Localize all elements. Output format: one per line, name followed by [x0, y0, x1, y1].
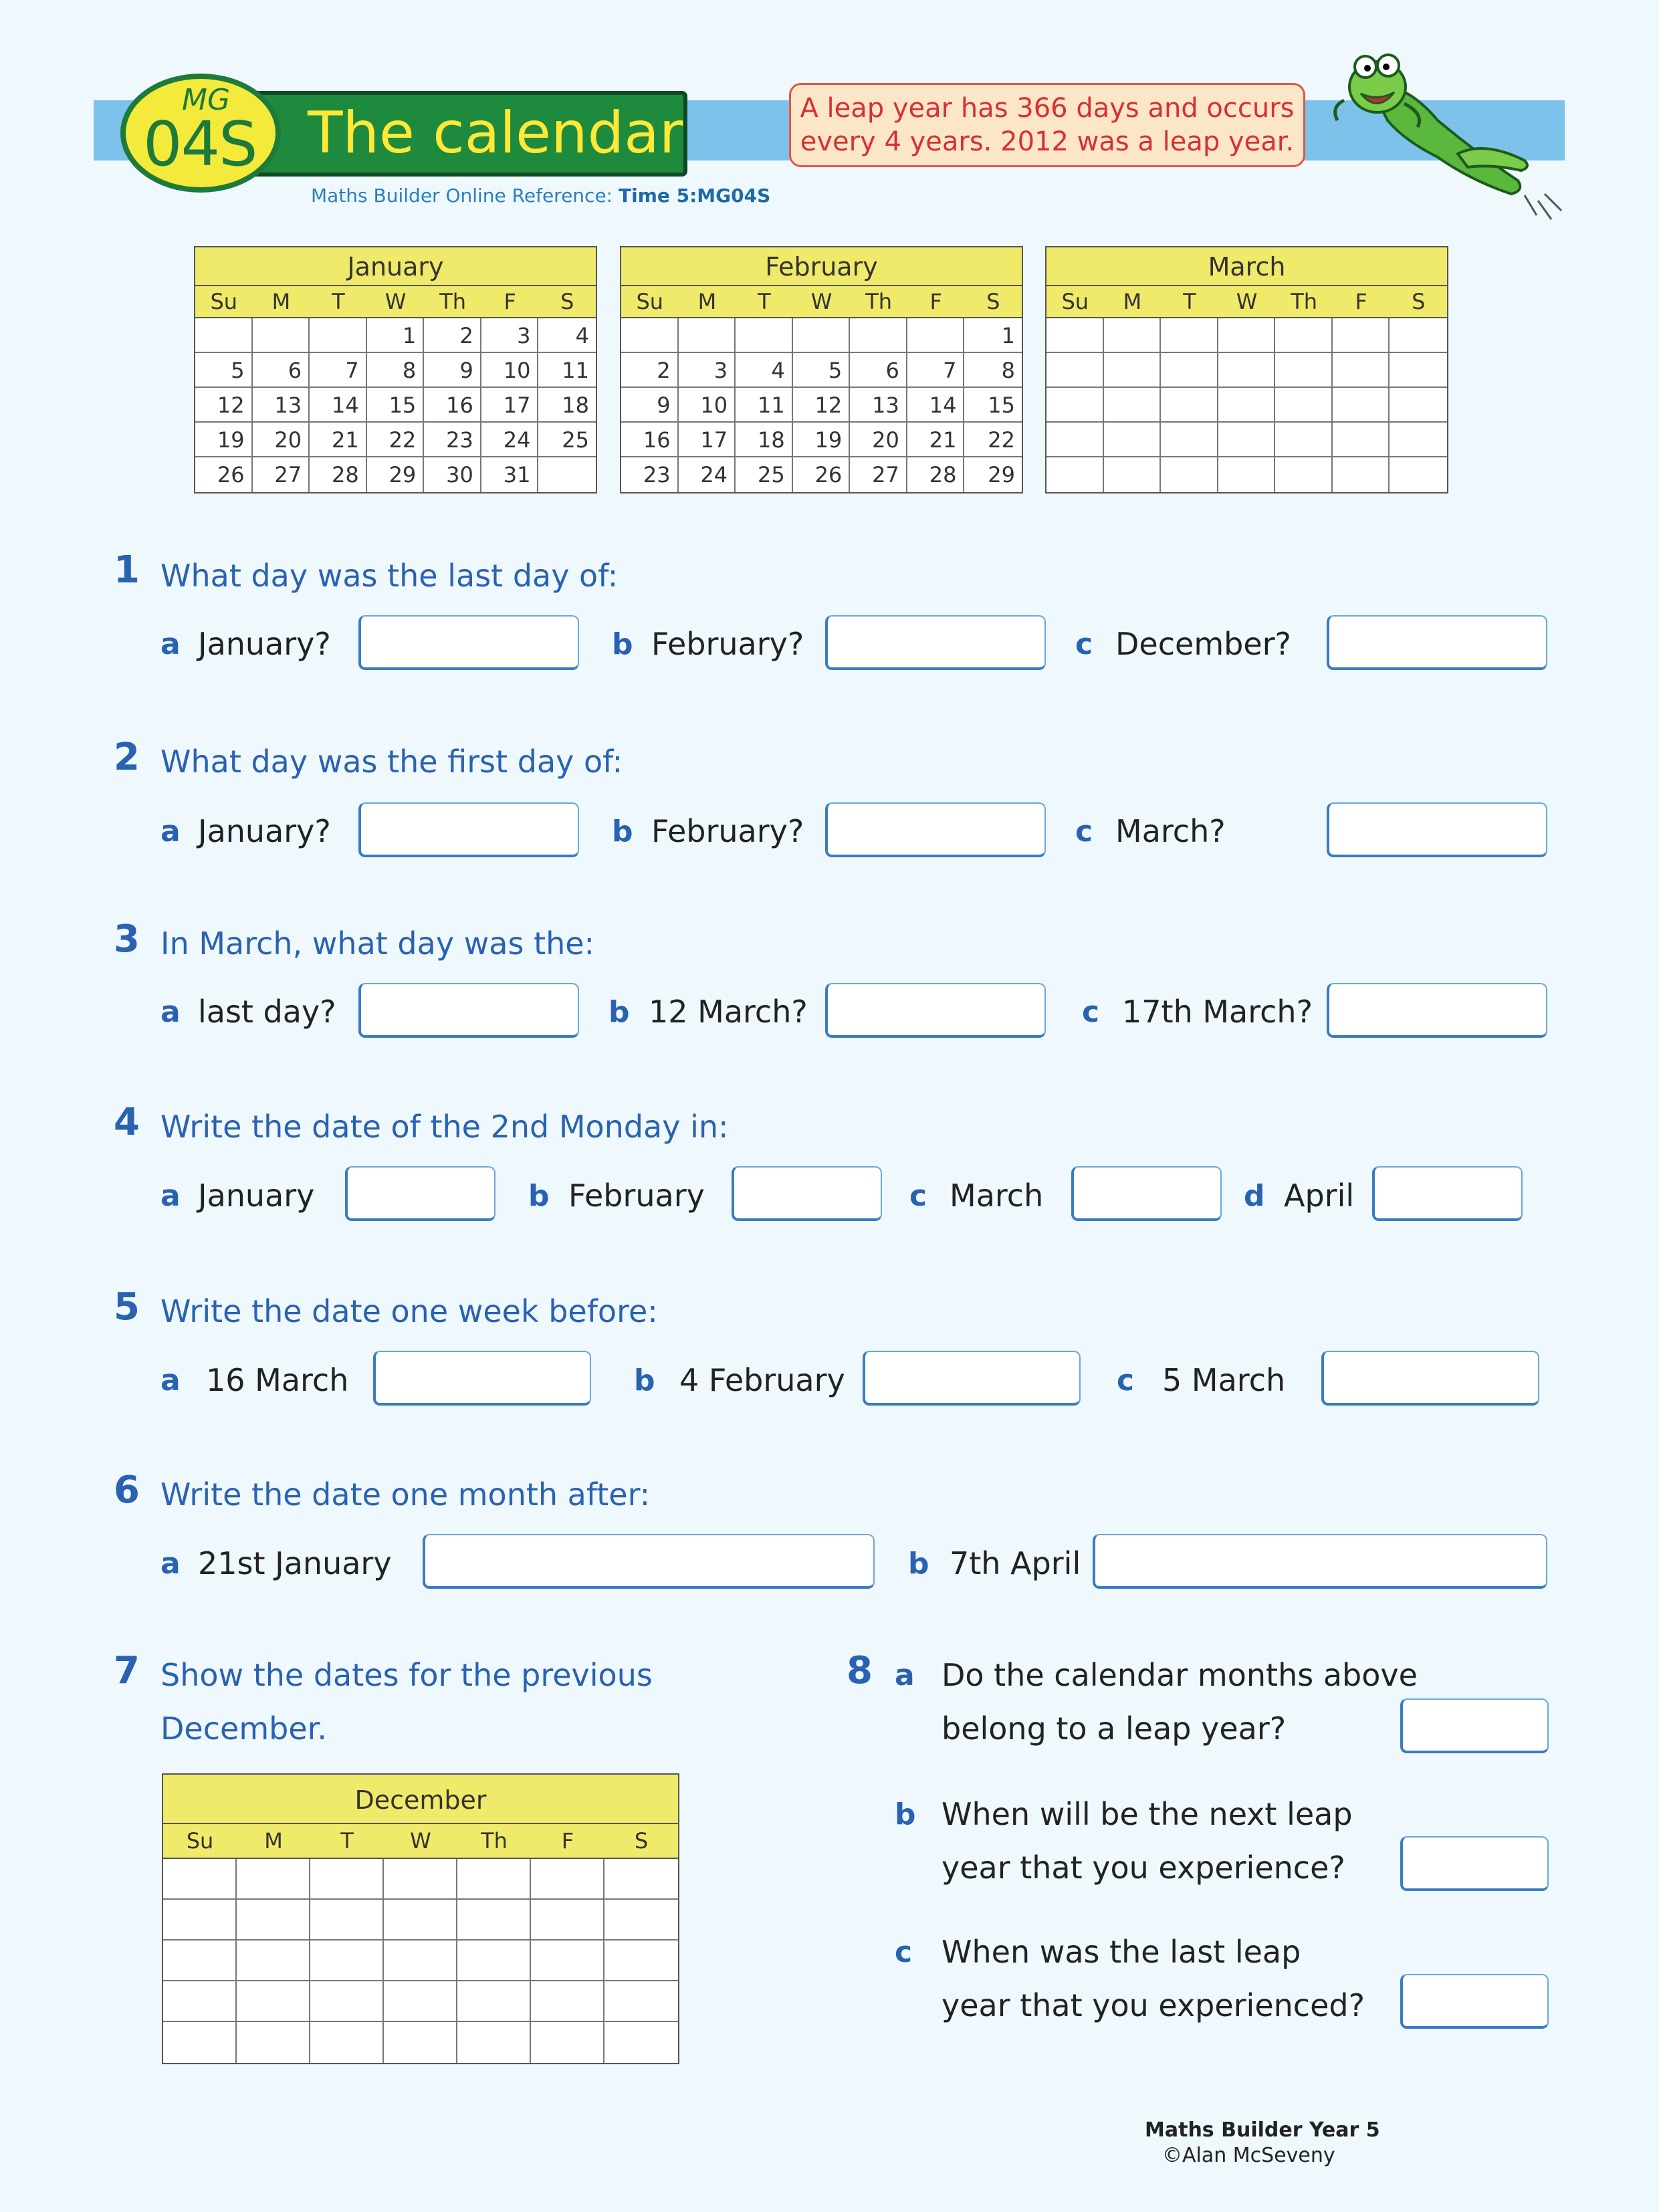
- weekday-label: S: [634, 1828, 649, 1854]
- date-cell: [1275, 318, 1333, 353]
- date-cell: [907, 318, 965, 353]
- date-cell[interactable]: [163, 1981, 237, 2022]
- date-cell: [1046, 388, 1104, 423]
- date-cell: [1046, 457, 1104, 492]
- date-cell: 21: [907, 423, 965, 457]
- q2b-label: February?: [651, 813, 804, 849]
- page-title: The calendar: [308, 100, 683, 167]
- date-cell: [1218, 318, 1276, 353]
- date-cell: 17: [481, 388, 539, 423]
- q2a-answer-box[interactable]: [358, 802, 579, 857]
- date-cell: 19: [793, 423, 851, 457]
- weekday-label: Su: [210, 289, 238, 314]
- weekday-label: S: [986, 289, 1000, 314]
- date-cell: [1161, 457, 1218, 492]
- question-1-number: 1: [114, 548, 140, 592]
- date-cell: 2: [424, 318, 481, 353]
- q5a-letter: a: [160, 1363, 181, 1398]
- date-cell: [1275, 423, 1333, 457]
- q2c-letter: c: [1075, 814, 1093, 849]
- leap-note-line1: A leap year has 366 days and occurs: [800, 93, 1295, 124]
- date-cell: [1333, 353, 1390, 388]
- q6a-letter: a: [160, 1547, 181, 1581]
- date-cell[interactable]: [604, 2022, 678, 2063]
- date-cell: 15: [964, 388, 1022, 423]
- date-cell[interactable]: [163, 1900, 237, 1941]
- date-cell[interactable]: [604, 1900, 678, 1941]
- q8c-letter: c: [895, 1935, 913, 1969]
- q8c-answer-box[interactable]: [1400, 1974, 1549, 2029]
- date-cell[interactable]: [384, 1859, 457, 1900]
- q5b-letter: b: [634, 1363, 655, 1398]
- date-cell[interactable]: [384, 1941, 457, 1981]
- date-grid: [621, 318, 1022, 492]
- date-cell: 12: [793, 388, 851, 423]
- date-cell: 27: [850, 457, 907, 492]
- question-6-text: Write the date one month after:: [160, 1476, 651, 1513]
- date-cell: 30: [424, 457, 481, 492]
- q8b-letter: b: [895, 1797, 916, 1832]
- date-cell: 1: [964, 318, 1022, 353]
- calendar-month-label: December: [163, 1775, 678, 1824]
- weekday-label: Su: [186, 1828, 214, 1854]
- date-cell: [1390, 423, 1447, 457]
- q4a-label: January: [198, 1178, 315, 1214]
- date-cell: 21: [310, 423, 367, 457]
- date-cell: 26: [793, 457, 851, 492]
- leap-note-line2: every 4 years. 2012 was a leap year.: [800, 126, 1295, 157]
- date-cell: 19: [195, 423, 253, 457]
- q8b-answer-box[interactable]: [1400, 1836, 1549, 1891]
- date-cell[interactable]: [457, 1859, 531, 1900]
- date-cell: 3: [481, 318, 539, 353]
- question-3-number: 3: [114, 917, 140, 961]
- date-cell: [1390, 353, 1447, 388]
- reference-code: Time 5:MG04S: [619, 185, 771, 207]
- q2b-answer-box[interactable]: [825, 802, 1046, 857]
- date-cell[interactable]: [310, 1859, 384, 1900]
- code-prefix: MG: [182, 83, 231, 117]
- date-cell: [1161, 353, 1218, 388]
- date-cell: [1275, 457, 1333, 492]
- q3b-letter: b: [609, 995, 630, 1029]
- date-cell: 25: [736, 457, 793, 492]
- date-cell: 23: [424, 423, 481, 457]
- date-cell[interactable]: [604, 1859, 678, 1900]
- date-cell: [310, 318, 367, 353]
- q3a-answer-box[interactable]: [358, 983, 579, 1038]
- date-cell: 11: [538, 353, 596, 388]
- q4b-label: February: [568, 1178, 705, 1214]
- date-cell: 16: [621, 423, 679, 457]
- question-1-text: What day was the last day of:: [160, 558, 619, 594]
- q2c-answer-box[interactable]: [1327, 802, 1547, 857]
- date-cell: 26: [195, 457, 253, 492]
- weekday-label: F: [929, 289, 942, 314]
- date-cell: 12: [195, 388, 253, 423]
- weekday-label: S: [1412, 289, 1426, 314]
- date-grid: [195, 318, 596, 492]
- date-grid[interactable]: [163, 1859, 678, 2063]
- q1c-letter: c: [1075, 627, 1093, 661]
- date-cell: 24: [481, 423, 539, 457]
- question-7-number: 7: [114, 1649, 140, 1692]
- q2a-label: January?: [198, 813, 331, 849]
- date-cell: 25: [538, 423, 596, 457]
- q4a-letter: a: [160, 1179, 181, 1213]
- date-cell: 8: [367, 353, 425, 388]
- date-cell: [1333, 318, 1390, 353]
- date-cell: 29: [988, 462, 1015, 487]
- date-cell: 10: [481, 353, 539, 388]
- date-cell: 8: [964, 353, 1022, 388]
- date-cell[interactable]: [531, 1941, 604, 1981]
- date-cell: 13: [253, 388, 310, 423]
- q2c-label: March?: [1115, 813, 1226, 849]
- date-cell: 7: [310, 353, 367, 388]
- weekday-label: M: [697, 289, 717, 314]
- date-cell: [1390, 457, 1447, 492]
- date-cell: 29: [367, 457, 425, 492]
- date-cell: 3: [679, 353, 736, 388]
- weekday-label: M: [264, 1828, 283, 1854]
- date-cell: 15: [367, 388, 425, 423]
- date-cell[interactable]: [237, 1900, 310, 1941]
- date-cell[interactable]: [163, 2022, 237, 2063]
- date-cell: [1104, 388, 1162, 423]
- date-cell: 31: [481, 457, 539, 492]
- date-cell[interactable]: [531, 2022, 604, 2063]
- date-cell: 4: [538, 318, 596, 353]
- q5a-label: 16 March: [206, 1362, 349, 1398]
- q5b-label: 4 February: [679, 1362, 845, 1398]
- q8c-label-line2: year that you experienced?: [942, 1987, 1365, 2023]
- calendar-month-label: January: [195, 247, 596, 286]
- q2b-letter: b: [612, 814, 633, 849]
- date-cell[interactable]: [531, 1900, 604, 1941]
- q4d-answer-box[interactable]: [1372, 1166, 1523, 1221]
- date-cell: 28: [907, 457, 965, 492]
- q3b-answer-box[interactable]: [825, 983, 1046, 1038]
- date-cell[interactable]: [604, 1941, 678, 1981]
- weekday-label: W: [410, 1828, 431, 1854]
- date-cell: 7: [907, 353, 965, 388]
- calendar-march: [1045, 246, 1448, 493]
- date-cell[interactable]: [457, 1900, 531, 1941]
- question-4-number: 4: [114, 1101, 140, 1144]
- date-cell[interactable]: [237, 1859, 310, 1900]
- date-cell[interactable]: [384, 1981, 457, 2022]
- date-cell: 2: [621, 353, 679, 388]
- q3a-letter: a: [160, 995, 181, 1029]
- calendar-december[interactable]: [162, 1773, 679, 2064]
- q8a-answer-box[interactable]: [1400, 1698, 1549, 1753]
- q1b-label: February?: [651, 626, 804, 662]
- date-cell[interactable]: [457, 1981, 531, 2022]
- date-cell: [1104, 423, 1162, 457]
- code-number: 04S: [143, 108, 257, 180]
- date-cell: 9: [621, 388, 679, 423]
- weekday-label: Th: [865, 289, 893, 314]
- question-3-text: In March, what day was the:: [160, 925, 595, 962]
- calendar-month-label: February: [621, 247, 1022, 286]
- date-cell[interactable]: [310, 1900, 384, 1941]
- q4a-answer-box[interactable]: [345, 1166, 495, 1221]
- q3b-label: 12 March?: [649, 994, 808, 1030]
- date-cell: 6: [850, 353, 907, 388]
- date-cell[interactable]: [310, 2022, 384, 2063]
- q5c-answer-box[interactable]: [1321, 1351, 1539, 1406]
- weekday-label: W: [384, 289, 407, 314]
- q6a-label: 21st January: [198, 1545, 392, 1581]
- weekday-header-row: [163, 1824, 678, 1859]
- date-cell: 23: [621, 457, 679, 492]
- q5c-label: 5 March: [1162, 1362, 1286, 1398]
- date-cell[interactable]: [237, 1941, 310, 1981]
- reference-label: Maths Builder Online Reference:: [311, 185, 619, 207]
- date-cell[interactable]: [457, 1941, 531, 1981]
- date-cell: [1275, 388, 1333, 423]
- date-cell[interactable]: [384, 2022, 457, 2063]
- weekday-header-row: [195, 286, 596, 318]
- date-cell[interactable]: [237, 2022, 310, 2063]
- date-cell: 20: [253, 423, 310, 457]
- date-cell[interactable]: [310, 1941, 384, 1981]
- date-cell: [538, 457, 596, 492]
- date-cell: [1046, 353, 1104, 388]
- q2a-letter: a: [160, 814, 181, 849]
- date-cell: [679, 318, 736, 353]
- q8b-label-line1: When will be the next leap: [942, 1796, 1353, 1832]
- date-cell: [1333, 423, 1390, 457]
- date-cell: 27: [253, 457, 310, 492]
- weekday-label: T: [758, 289, 771, 314]
- date-cell[interactable]: [604, 1981, 678, 2022]
- calendar-january: [194, 246, 597, 493]
- date-cell: 14: [310, 388, 367, 423]
- weekday-label: T: [340, 1828, 354, 1854]
- q4b-answer-box[interactable]: [732, 1166, 882, 1221]
- date-cell[interactable]: [163, 1859, 237, 1900]
- question-4-text: Write the date of the 2nd Monday in:: [160, 1109, 729, 1145]
- date-cell: 10: [679, 388, 736, 423]
- q8a-label-line2: belong to a leap year?: [942, 1710, 1287, 1747]
- date-cell: [1390, 318, 1447, 353]
- date-cell: [1275, 353, 1333, 388]
- date-cell[interactable]: [237, 1981, 310, 2022]
- date-cell: [1218, 457, 1276, 492]
- date-cell: [1104, 457, 1162, 492]
- date-cell: [195, 318, 253, 353]
- weekday-label: Th: [481, 1828, 508, 1854]
- weekday-label: F: [561, 1828, 574, 1854]
- weekday-label: W: [810, 289, 833, 314]
- q1b-answer-box[interactable]: [825, 615, 1046, 670]
- weekday-label: Su: [636, 289, 664, 314]
- q5a-answer-box[interactable]: [373, 1351, 591, 1406]
- date-cell: 5: [195, 353, 253, 388]
- date-cell: [1104, 353, 1162, 388]
- weekday-label: W: [1236, 289, 1258, 314]
- date-cell: 22: [964, 423, 1022, 457]
- date-cell[interactable]: [531, 1859, 604, 1900]
- online-reference: [311, 185, 770, 207]
- date-cell[interactable]: [384, 1900, 457, 1941]
- date-cell: [1046, 423, 1104, 457]
- q1c-answer-box[interactable]: [1327, 615, 1547, 670]
- date-cell: [1390, 388, 1447, 423]
- q6b-label: 7th April: [950, 1545, 1081, 1581]
- q6b-letter: b: [908, 1547, 929, 1581]
- q1a-label: January?: [198, 626, 331, 662]
- q8a-letter: a: [895, 1658, 915, 1692]
- calendar-month-label: March: [1046, 247, 1447, 286]
- date-cell: 16: [424, 388, 481, 423]
- date-cell: [1161, 388, 1218, 423]
- date-cell: 14: [907, 388, 965, 423]
- q3c-answer-box[interactable]: [1327, 983, 1547, 1038]
- date-cell: [736, 318, 793, 353]
- date-cell: 20: [850, 423, 907, 457]
- date-cell: 18: [736, 423, 793, 457]
- q8a-label-line1: Do the calendar months above: [942, 1657, 1418, 1693]
- q5c-letter: c: [1117, 1363, 1135, 1398]
- question-7-text-line1: Show the dates for the previous: [160, 1657, 653, 1693]
- date-grid: [1046, 318, 1447, 492]
- date-cell: 28: [310, 457, 367, 492]
- date-cell: 24: [679, 457, 736, 492]
- date-cell: [1046, 318, 1104, 353]
- q1a-answer-box[interactable]: [358, 615, 579, 670]
- date-cell: [1218, 353, 1276, 388]
- date-cell[interactable]: [457, 2022, 531, 2063]
- date-cell: [1218, 423, 1276, 457]
- q1a-letter: a: [160, 627, 181, 661]
- q4d-letter: d: [1244, 1179, 1265, 1213]
- question-2-text: What day was the first day of:: [160, 744, 623, 780]
- q8c-label-line1: When was the last leap: [942, 1934, 1301, 1970]
- date-cell: 1: [367, 318, 425, 353]
- q4b-letter: b: [528, 1179, 550, 1213]
- calendar-february: [620, 246, 1023, 493]
- q3c-letter: c: [1082, 995, 1100, 1029]
- q3a-label: last day?: [198, 994, 336, 1030]
- date-cell: [1333, 388, 1390, 423]
- weekday-header-row: [621, 286, 1022, 318]
- weekday-label: F: [504, 289, 516, 314]
- q4d-label: April: [1284, 1178, 1355, 1214]
- date-cell: [1161, 318, 1218, 353]
- q4c-label: March: [950, 1178, 1044, 1214]
- footer-copyright: ©Alan McSeveny: [1162, 2144, 1335, 2167]
- date-cell: [1161, 423, 1218, 457]
- date-cell: [850, 318, 907, 353]
- q4c-answer-box[interactable]: [1071, 1166, 1222, 1221]
- date-cell: 5: [793, 353, 851, 388]
- date-cell: 22: [367, 423, 425, 457]
- weekday-label: F: [1355, 289, 1367, 314]
- date-cell: [1218, 388, 1276, 423]
- weekday-label: S: [560, 289, 574, 314]
- date-cell: [621, 318, 679, 353]
- footer-book-title: Maths Builder Year 5: [1145, 2118, 1380, 2142]
- date-cell: 9: [424, 353, 481, 388]
- date-cell: 4: [736, 353, 793, 388]
- q1c-label: December?: [1115, 626, 1291, 662]
- q6a-answer-box[interactable]: [423, 1534, 875, 1589]
- frog-mascot-icon: [1324, 40, 1578, 241]
- date-cell: 13: [850, 388, 907, 423]
- weekday-label: Th: [439, 289, 467, 314]
- question-6-number: 6: [114, 1468, 140, 1512]
- weekday-label: M: [271, 289, 291, 314]
- weekday-label: T: [1183, 289, 1196, 314]
- q6b-answer-box[interactable]: [1093, 1534, 1547, 1589]
- date-cell: 17: [679, 423, 736, 457]
- weekday-header-row: [1046, 286, 1447, 318]
- weekday-label: T: [332, 289, 345, 314]
- question-7-text-line2: December.: [160, 1710, 327, 1747]
- date-cell: [1333, 457, 1390, 492]
- weekday-label: M: [1123, 289, 1142, 314]
- date-cell: 6: [253, 353, 310, 388]
- date-cell[interactable]: [310, 1981, 384, 2022]
- date-cell: 18: [538, 388, 596, 423]
- leap-year-note: [789, 83, 1305, 167]
- q5b-answer-box[interactable]: [863, 1351, 1081, 1406]
- question-5-number: 5: [114, 1285, 140, 1329]
- date-cell: 11: [736, 388, 793, 423]
- question-2-number: 2: [114, 736, 140, 779]
- weekday-label: Su: [1061, 289, 1089, 314]
- weekday-label: Th: [1291, 289, 1318, 314]
- q4c-letter: c: [909, 1179, 927, 1213]
- q8b-label-line2: year that you experience?: [942, 1850, 1345, 1886]
- q1b-letter: b: [612, 627, 633, 661]
- date-cell[interactable]: [531, 1981, 604, 2022]
- date-cell[interactable]: [163, 1941, 237, 1981]
- question-8-number: 8: [847, 1649, 873, 1692]
- date-cell: [1104, 318, 1162, 353]
- date-cell: [793, 318, 851, 353]
- q3c-label: 17th March?: [1122, 994, 1313, 1030]
- date-cell: [253, 318, 310, 353]
- question-5-text: Write the date one week before:: [160, 1293, 658, 1329]
